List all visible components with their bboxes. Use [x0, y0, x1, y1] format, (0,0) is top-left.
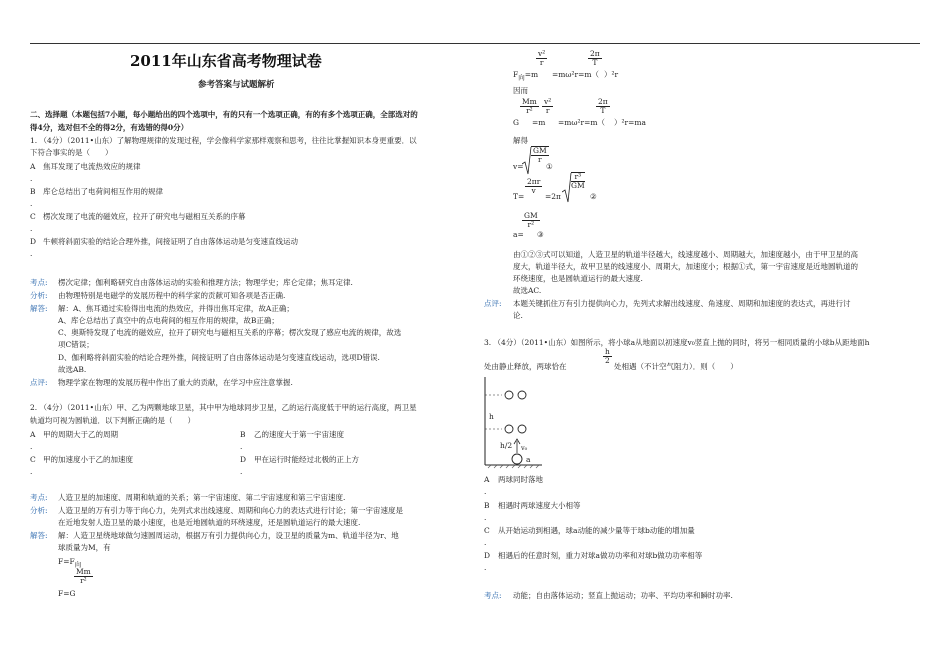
q3-option-c-letter: C [484, 526, 490, 535]
q1-jieda-line: A、库仑总结出了真空中的点电荷间的相互作用的规律，故B正确； [58, 316, 279, 325]
r-g-pre: G [513, 118, 519, 127]
q3-fig-a-label: a [526, 455, 531, 464]
r-t-den: v [531, 185, 536, 195]
r-formula-f [513, 70, 538, 82]
r-t-num: 2πr [527, 177, 541, 186]
q1-jieda-line: 解：A、焦耳通过实验得出电流的热效应，并得出焦耳定律，故A正确； [58, 304, 294, 313]
paper-title: 2011年山东省高考物理试卷 [130, 52, 322, 70]
q3-stem-line1: 3. （4分）（2011•山东）如图所示，将小球a从地面以初速度v₀竖直上抛的同时，将另一相同质量的小球b从距地面h [484, 338, 870, 347]
q2-dianping-line2: 论. [513, 311, 523, 320]
q2-option-c-text: 甲的加速度小于乙的加速度 [43, 455, 133, 464]
q3-option-dot: . [484, 563, 487, 572]
q2-stem-line1: 2. （4分）（2011•山东）甲、乙为两颗地球卫星，其中甲为地球同步卫星，乙的运行高度低于甲的运行高度，两卫星 [30, 403, 417, 412]
q1-jieda-line: D、伽利略将斜面实验的结论合理外推，间接证明了自由落体运动是匀变速直线运动，选项D错误. [58, 353, 380, 362]
q2-option-d-text: 甲在运行时能经过北极的正上方 [254, 455, 359, 464]
r-g-frac4-num: 2π [598, 97, 608, 106]
q2-option-d-letter: D [240, 455, 247, 464]
q2-f1-text: F=F [58, 557, 75, 566]
r-a-pre: a= [513, 230, 524, 239]
q2-fenxi-line2: 在近地发射人造卫星的最小速度，也是近地圆轨道的环绕速度，还是圆轨道运行的最大速度. [58, 518, 361, 527]
q1-option-d-letter: D [30, 237, 37, 246]
r-g-mid2: =mω²r=m（ [558, 118, 605, 127]
q2-option-dot: . [30, 467, 33, 476]
r-a-den: r² [527, 219, 535, 229]
r-v-pre: v= [513, 162, 524, 171]
q3-option-c-text: 从开始运动到相遇，球a动能的减少量等于球b动能的增加量 [498, 526, 695, 535]
q3-option-a-text: 两球同时落地 [498, 475, 543, 484]
r-g-frac4-den: T [600, 105, 606, 115]
q3-option-b-text: 相遇时两球速度大小相等 [498, 501, 581, 510]
r-f-frac1-num: v² [538, 49, 546, 58]
r-g-mid1: =m [532, 118, 546, 127]
q1-option-dot: . [30, 249, 33, 258]
q3-fig-v0-label: v₀ [521, 444, 528, 452]
r-g-frac1-den: r² [526, 105, 533, 115]
q2-fraction [74, 568, 93, 585]
q1-option-c-text: 楞次发现了电流的磁效应，拉开了研究电与磁相互关系的序幕 [43, 212, 246, 221]
q3-fig-ball-meet [505, 425, 513, 433]
q2-kaodian: 人造卫星的加速度、周期和轨道的关系；第一宇宙速度、第二宇宙速度和第三宇宙速度. [58, 493, 346, 502]
q3-fig-h-label: h [489, 412, 494, 421]
section-heading-line2: 得4分，选对但不全的得2分，有选错的得0分） [30, 123, 189, 132]
r-t-pre: T= [513, 192, 525, 201]
q3-option-a-letter: A [484, 475, 490, 484]
r-yinger: 因而 [513, 86, 528, 95]
q2-stem-line2: 轨道均可视为圆轨道．以下判断正确的是（ ） [30, 416, 195, 425]
q2-option-dot: . [240, 467, 243, 476]
r-a-num: GM [524, 211, 538, 220]
r-f-frac1 [536, 50, 547, 67]
q3-kaodian: 动能；自由落体运动；竖直上抛运动；功率、平均功率和瞬时功率. [513, 591, 733, 600]
q2-fenxi-line1: 人造卫星的万有引力等于向心力，先列式求出线速度、周期和向心力的表达式进行讨论；第一宇宙速度是 [58, 506, 403, 515]
q3-option-dot: . [484, 487, 487, 496]
q1-stem-line2: 下符合事实的是（ ） [30, 148, 113, 157]
q2-kaodian-label: 考点: [30, 493, 48, 502]
r-conclusion-line2: 度大，轨道半径大，故甲卫星的线速度小、周期大，加速度小；根据①式，第一宇宙速度是近地圆轨道的 [513, 262, 858, 271]
r-g-frac4 [596, 98, 610, 115]
q1-jieda-label: 解答: [30, 304, 48, 313]
r-f-end: ）²r [604, 70, 619, 79]
q2-frac-num: Mm [76, 567, 91, 576]
q1-stem-line1: 1. （4分）（2011•山东）了解物理规律的发现过程，学会像科学家那样观察和思考，往往比掌握知识本身更重要．以 [30, 136, 417, 145]
q1-option-dot: . [30, 199, 33, 208]
r-f-frac2-num: 2π [590, 49, 600, 58]
q1-kaodian-label: 考点: [30, 278, 48, 287]
r-conclusion-line3: 环绕速度，也是圆轨道运行的最大速度. [513, 274, 643, 283]
q2-option-dot: . [30, 442, 33, 451]
q1-kaodian: 楞次定律；伽利略研究自由落体运动的实验和推理方法；物理学史；库仑定律；焦耳定律. [58, 278, 353, 287]
q3-stem-frac [603, 348, 612, 365]
paper-subtitle: 参考答案与试题解析 [198, 80, 275, 90]
r-t-tag: ② [590, 192, 597, 201]
r-f-frac2 [588, 50, 602, 67]
q1-dianping: 物理学家在物理的发展历程中作出了重大的贡献，在学习中应注意掌握. [58, 378, 293, 387]
q1-jieda-line: 故选AB. [58, 365, 87, 374]
r-g-frac3-num: v² [544, 97, 552, 106]
q1-option-a-text: 焦耳发现了电流热效应的规律 [43, 162, 141, 171]
r-f-frac2-den: T [592, 57, 598, 67]
q2-formula-f2: F=G [58, 589, 76, 598]
q3-fig-h2-label: h/2 [500, 441, 513, 450]
q3-fig-ball-b-start [505, 391, 513, 399]
r-f-pre: F [513, 70, 519, 79]
r-t-frac1 [525, 178, 542, 195]
q2-option-b-letter: B [240, 430, 246, 439]
q3-option-d-letter: D [484, 551, 491, 560]
r-conclusion-line1: 由①②③式可以知道，人造卫星的轨道半径越大，线速度越小、周期越大，加速度越小，由于甲卫星的高 [513, 250, 858, 259]
q2-jieda-line2: 球质量为M，有 [58, 543, 111, 552]
r-g-frac1 [520, 98, 539, 115]
r-conclusion-line4: 故选AC. [513, 286, 542, 295]
q3-fig-ball-a [512, 454, 522, 464]
r-v-tag: ① [546, 162, 553, 171]
q2-option-c-letter: C [30, 455, 36, 464]
q1-jieda-line: 项C错误； [58, 340, 94, 349]
r-t-frac2 [571, 172, 585, 190]
q3-option-dot: . [484, 513, 487, 522]
r-v-den: r [538, 154, 542, 164]
q3-stem-frac-den: 2 [605, 355, 610, 365]
q2-fenxi-label: 分析: [30, 506, 48, 515]
q2-option-dot: . [240, 442, 243, 451]
q1-option-b-letter: B [30, 187, 36, 196]
r-t-mid: =2π [545, 192, 561, 201]
q3-option-d-text: 相遇后的任意时刻，重力对球a做功功率和对球b做功功率相等 [498, 551, 703, 560]
q2-option-b-text: 乙的速度大于第一宇宙速度 [254, 430, 344, 439]
r-f-mid: =mω²r=m（ [552, 70, 599, 79]
r-g-frac3-den: r [545, 105, 550, 115]
q1-option-dot: . [30, 224, 33, 233]
r-f-frac1-den: r [539, 57, 544, 67]
r-g-frac1-num: Mm [522, 97, 537, 106]
q3-kaodian-label: 考点: [484, 591, 502, 600]
q3-fig-ball-meet [518, 425, 526, 433]
r-g-frac3 [542, 98, 553, 115]
r-g-end: ）²r=ma [614, 118, 646, 127]
r-a-frac [522, 212, 540, 229]
q1-option-d-text: 牛顿将斜面实验的结论合理外推，间接证明了自由落体运动是匀变速直线运动 [43, 237, 298, 246]
q2-dianping-line1: 本题关键抓住万有引力提供向心力，先列式求解出线速度、角速度、周期和加速度的表达式，再进行讨 [513, 299, 851, 308]
section-heading-line1: 二、选择题（本题包括7小题，每小题给出的四个选项中，有的只有一个选项正确，有的有多个选项正确，全部选对的 [30, 110, 418, 119]
q3-stem-line2-pre: 处由静止释放，两球恰在 [484, 362, 567, 371]
q2-jieda-line1: 解：人造卫星绕地球做匀速圆周运动，根据万有引力提供向心力，设卫星的质量为m、轨道半径为r、地 [58, 531, 399, 540]
q2-option-a-letter: A [30, 430, 36, 439]
q3-stem-line2-post: 处相遇（不计空气阻力）．则（ ） [614, 362, 738, 371]
q1-fenxi: 由物理特别是电磁学的发展历程中的科学家的贡献可知各项是否正确. [58, 291, 286, 300]
q1-option-b-text: 库仑总结出了电荷间相互作用的规律 [43, 187, 163, 196]
r-jiede: 解得 [513, 136, 528, 145]
q2-jieda-label: 解答: [30, 531, 48, 540]
q3-option-b-letter: B [484, 501, 490, 510]
q1-option-c-letter: C [30, 212, 36, 221]
q2-option-a-text: 甲的周期大于乙的周期 [43, 430, 118, 439]
r-t-den2: GM [571, 180, 585, 190]
q2-dianping-label: 点评: [484, 299, 502, 308]
r-a-tag: ③ [537, 230, 544, 239]
r-v-num: GM [533, 146, 547, 155]
r-f-eq: =m [524, 70, 539, 79]
q3-fig-ball-b-start [518, 391, 526, 399]
q1-jieda-line: C、奥斯特发现了电流的磁效应，拉开了研究电与磁相互关系的序幕；楞次发现了感应电流的规律，故选 [58, 328, 402, 337]
q3-stem-frac-num: h [605, 347, 610, 356]
q1-dianping-label: 点评: [30, 378, 48, 387]
q1-fenxi-label: 分析: [30, 291, 48, 300]
q2-f1-sub: 向 [74, 560, 82, 569]
q3-option-dot: . [484, 538, 487, 547]
r-t-num2: r³ [571, 172, 585, 182]
r-f-sub: 向 [518, 73, 525, 82]
q1-option-dot: . [30, 174, 33, 183]
q2-frac-den: r² [80, 575, 87, 585]
q1-option-a-letter: A [30, 162, 36, 171]
header-rule [30, 43, 920, 44]
